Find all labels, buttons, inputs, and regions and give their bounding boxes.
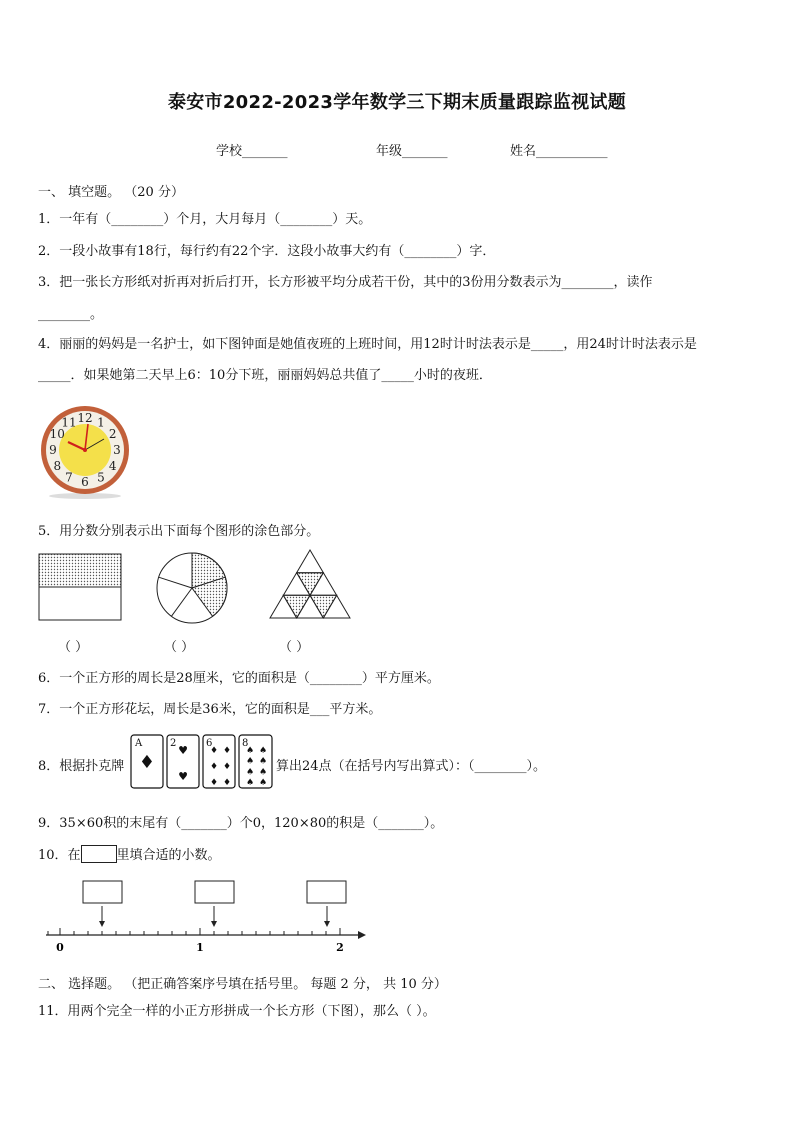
suit-pip-icon: ♦ <box>222 778 232 788</box>
question-6: 6．一个正方形的周长是28厘米，它的面积是（________）平方厘米。 <box>38 671 440 686</box>
suit-pip-icon: ♠ <box>258 767 268 778</box>
shaded-triangle <box>268 548 352 620</box>
playing-cards <box>130 734 274 790</box>
question-10-left: 10．在 <box>38 848 81 863</box>
question-10 <box>38 844 221 863</box>
suit-pip-icon: ♠ <box>258 756 268 767</box>
card-ace-diamond <box>131 735 163 788</box>
answer-box-2[interactable] <box>195 881 234 903</box>
question-8-left: 8．根据扑克牌 <box>38 759 125 774</box>
suit-pip-icon: ♠ <box>258 778 268 788</box>
question-7: 7．一个正方形花坛，周长是36米，它的面积是___平方米。 <box>38 702 382 717</box>
answer-blank-rectangle: （ ） <box>58 640 89 655</box>
suit-pip-icon: ♠ <box>258 746 268 756</box>
clock-number: 11 <box>61 415 77 430</box>
answer-blank-circle: （ ） <box>164 640 195 655</box>
question-2: 2．一段小故事有18行，每行约有22个字．这段小故事大约有（________）字． <box>38 244 496 259</box>
question-4-line-2: _____．如果她第二天早上6：10分下班，丽丽妈妈总共值了_____小时的夜班． <box>38 368 492 383</box>
clock-number: 12 <box>77 411 93 425</box>
clock-number: 6 <box>81 475 89 489</box>
suit-pip-icon: ♠ <box>245 767 255 778</box>
clock-number: 1 <box>97 415 105 430</box>
clock-number: 5 <box>97 470 105 485</box>
axis-arrow-icon <box>358 931 366 939</box>
question-3-line-1: 3．把一张长方形纸对折再对折后打开，长方形被平均分成若干份，其中的3份用分数表示为________，读作 <box>38 275 653 290</box>
clock-number: 4 <box>108 459 117 473</box>
grade-field: 年级_______ <box>376 144 448 159</box>
arrow-down-icon <box>99 921 105 927</box>
question-5: 5．用分数分别表示出下面每个图形的涂色部分。 <box>38 524 320 539</box>
card-six-diamond <box>203 735 235 788</box>
arrow-down-icon <box>324 921 330 927</box>
suit-pip-icon: ♠ <box>245 756 255 767</box>
shaded-rectangle <box>38 553 122 621</box>
clock-number: 9 <box>49 443 57 457</box>
answer-box-sample <box>81 845 117 863</box>
question-1: 1．一年有（________）个月，大月每月（________）天。 <box>38 212 372 227</box>
diamond-suit-icon: ♦ <box>138 752 156 773</box>
suit-pip-icon: ♠ <box>245 778 255 788</box>
question-4-line-1: 4．丽丽的妈妈是一名护士，如下图钟面是她值夜班的上班时间，用12时计时法表示是_____，用24时计时法表示是 <box>38 337 697 352</box>
cards-image <box>130 734 274 790</box>
label-2: 2 <box>336 941 344 954</box>
number-line <box>40 878 370 956</box>
suit-pip-icon: ♦ <box>209 778 219 788</box>
suit-pip-icon: ♦ <box>209 746 219 756</box>
answer-blank-triangle: （ ） <box>279 640 310 655</box>
section-2-heading: 二、 选择题。 （把正确答案序号填在括号里。 每题 2 分， 共 10 分） <box>38 977 447 992</box>
clock-image <box>40 402 130 500</box>
arrow-down-icon <box>211 921 217 927</box>
clock-number: 2 <box>108 427 117 441</box>
clock-number: 3 <box>113 443 121 457</box>
card-two-heart <box>167 735 199 788</box>
shaded-circle <box>155 551 229 625</box>
school-field: 学校_______ <box>216 144 288 159</box>
card-rank: A <box>135 738 143 749</box>
card-eight-spade <box>239 735 272 788</box>
heart-suit-icon: ♥ <box>178 744 188 757</box>
question-9: 9．35×60积的末尾有（_______）个0，120×80的积是（_______）。 <box>38 816 444 831</box>
question-11: 11．用两个完全一样的小正方形拼成一个长方形（下图），那么（ ）。 <box>38 1004 436 1019</box>
answer-box-3[interactable] <box>307 881 346 903</box>
card-rank: 8 <box>242 738 249 749</box>
suit-pip-icon: ♦ <box>222 762 232 772</box>
suit-pip-icon: ♠ <box>245 746 255 756</box>
suit-pip-icon: ♦ <box>209 762 219 772</box>
heart-suit-icon: ♥ <box>178 770 188 783</box>
clock-number: 8 <box>53 459 62 473</box>
question-10-right: 里填合适的小数。 <box>116 848 221 863</box>
answer-box-1[interactable] <box>83 881 122 903</box>
question-8-right: 算出24点（在括号内写出算式）：（________）。 <box>276 759 547 774</box>
clock-number: 10 <box>49 427 65 441</box>
page-title: 泰安市2022-2023学年数学三下期末质量跟踪监视试题 <box>167 92 627 113</box>
clock-number: 7 <box>65 470 73 485</box>
label-0: 0 <box>56 941 64 954</box>
name-field: 姓名___________ <box>510 144 608 159</box>
question-3-line-2: ________。 <box>38 307 104 322</box>
card-rank: 6 <box>206 738 213 749</box>
card-rank: 2 <box>170 738 177 749</box>
section-1-heading: 一、 填空题。 （20 分） <box>38 185 184 200</box>
label-1: 1 <box>196 941 204 954</box>
suit-pip-icon: ♦ <box>222 746 232 756</box>
